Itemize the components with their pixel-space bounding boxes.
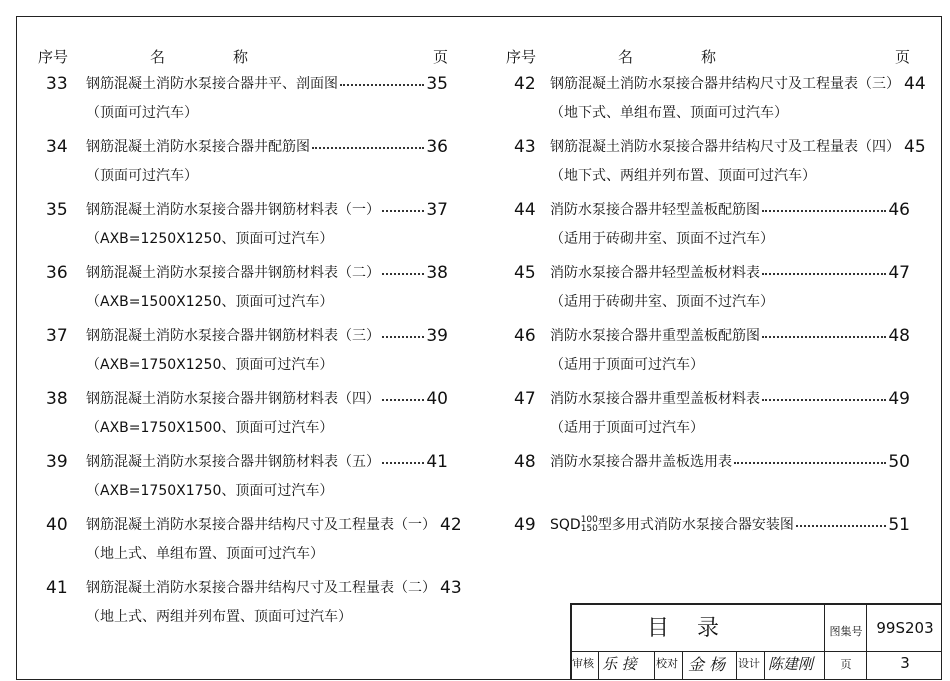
leader-dots <box>762 322 886 338</box>
entry-page: 36 <box>426 137 448 157</box>
entry-subtitle: （地上式、单组布置、顶面可过汽车） <box>86 546 324 562</box>
entry-number: 45 <box>514 263 536 283</box>
leader-dots <box>382 259 424 275</box>
toc-entry <box>506 448 910 511</box>
entry-title-text: 钢筋混凝土消防水泵接合器井结构尺寸及工程量表（一） <box>86 517 436 533</box>
entry-title-line <box>550 196 910 224</box>
entry-number: 33 <box>46 74 68 94</box>
check-signature: 金 杨 <box>688 655 726 674</box>
entry-title-text: 钢筋混凝土消防水泵接合器井配筋图 <box>86 139 310 155</box>
title-block <box>570 603 942 680</box>
entry-title-line <box>86 196 448 224</box>
entry-title-line <box>550 448 910 476</box>
toc-header <box>38 46 448 70</box>
leader-dots <box>796 511 886 527</box>
entry-subtitle: （AXB=1750X1500、顶面可过汽车） <box>86 420 334 436</box>
toc-entry <box>506 70 926 133</box>
leader-dots <box>382 385 424 401</box>
entry-page: 48 <box>888 326 910 346</box>
entry-number: 40 <box>46 515 68 535</box>
entry-page: 51 <box>888 515 910 535</box>
entry-title-text: 钢筋混凝土消防水泵接合器井结构尺寸及工程量表（四） <box>550 139 900 155</box>
entry-title <box>550 322 760 350</box>
entry-title-line <box>86 385 448 413</box>
entry-title <box>86 133 310 161</box>
entry-subtitle: （地下式、两组并列布置、顶面可过汽车） <box>550 168 816 184</box>
entry-title <box>550 511 794 539</box>
entry-title-text: 钢筋混凝土消防水泵接合器井钢筋材料表（四） <box>86 391 380 407</box>
entry-number: 41 <box>46 578 68 598</box>
entry-page: 46 <box>888 200 910 220</box>
atlas-label: 图集号 <box>829 625 863 638</box>
entry-number: 42 <box>514 74 536 94</box>
entry-page: 40 <box>426 389 448 409</box>
header-page: 页 <box>432 48 448 66</box>
entry-subtitle: （适用于砖砌井室、顶面不过汽车） <box>550 294 774 310</box>
toc-entry <box>38 574 462 637</box>
entry-number: 37 <box>46 326 68 346</box>
entry-title-line <box>86 511 462 539</box>
entry-title-text: 钢筋混凝土消防水泵接合器井钢筋材料表（三） <box>86 328 380 344</box>
entry-title-text: 钢筋混凝土消防水泵接合器井钢筋材料表（二） <box>86 265 380 281</box>
entry-subtitle: （顶面可过汽车） <box>86 105 198 121</box>
entry-page: 39 <box>426 326 448 346</box>
entry-title <box>550 385 760 413</box>
leader-dots <box>382 322 424 338</box>
entry-subtitle: （AXB=1250X1250、顶面可过汽车） <box>86 231 334 247</box>
entry-title <box>550 133 900 161</box>
entry-subtitle: （地下式、单组布置、顶面可过汽车） <box>550 105 788 121</box>
entry-title-text: 消防水泵接合器井重型盖板配筋图 <box>550 328 760 344</box>
leader-dots <box>340 70 424 86</box>
entry-title-text: 消防水泵接合器井重型盖板材料表 <box>550 391 760 407</box>
entry-number: 49 <box>514 515 536 535</box>
toc-entry <box>38 70 448 133</box>
entry-title-line <box>550 385 910 413</box>
entry-page: 47 <box>888 263 910 283</box>
entry-title <box>550 70 900 98</box>
entry-title-text: 型多用式消防水泵接合器安装图 <box>597 517 794 533</box>
entry-title-line <box>550 133 926 161</box>
entry-number: 46 <box>514 326 536 346</box>
leader-dots <box>762 259 886 275</box>
leader-dots <box>312 133 424 149</box>
entry-number: 39 <box>46 452 68 472</box>
header-name: 名称 <box>618 48 785 66</box>
toc-entry <box>506 259 910 322</box>
leader-dots <box>762 196 886 212</box>
toc-entry <box>506 322 910 385</box>
entry-subtitle: （顶面可过汽车） <box>86 168 198 184</box>
toc-entry <box>38 133 448 196</box>
entry-subtitle: （AXB=1750X1750、顶面可过汽车） <box>86 483 334 499</box>
toc-entry <box>38 322 448 385</box>
toc-entry <box>38 385 448 448</box>
page-label: 页 <box>840 658 852 671</box>
entry-title <box>550 259 760 287</box>
entry-title <box>550 448 732 476</box>
entry-title-line <box>86 259 448 287</box>
entry-title-line <box>86 322 448 350</box>
entry-title-line <box>86 70 448 98</box>
entry-page: 38 <box>426 263 448 283</box>
entry-page: 41 <box>426 452 448 472</box>
entry-number: 44 <box>514 200 536 220</box>
atlas-number: 99S203 <box>876 619 934 637</box>
fraction-top: 100 <box>580 515 598 525</box>
entry-page: 44 <box>904 74 926 94</box>
toc-entry <box>38 448 448 511</box>
entry-title <box>86 448 380 476</box>
entry-number: 48 <box>514 452 536 472</box>
leader-dots <box>382 196 424 212</box>
entry-title-text: 钢筋混凝土消防水泵接合器井结构尺寸及工程量表（三） <box>550 76 900 92</box>
entry-title <box>86 259 380 287</box>
entry-title <box>86 70 338 98</box>
toc-entry <box>506 385 910 448</box>
entry-title-line <box>86 448 448 476</box>
toc-entry <box>506 196 910 259</box>
entry-title-line <box>86 133 448 161</box>
toc-header <box>506 46 910 70</box>
review-label: 审核 <box>572 657 594 670</box>
entry-title-line <box>550 511 910 539</box>
check-label: 校对 <box>656 657 678 670</box>
header-name: 名称 <box>150 48 317 66</box>
entry-subtitle: （适用于砖砌井室、顶面不过汽车） <box>550 231 774 247</box>
entry-subtitle: （适用于顶面可过汽车） <box>550 420 704 436</box>
leader-dots <box>762 385 886 401</box>
toc-entry <box>506 133 926 196</box>
entry-title-text: 钢筋混凝土消防水泵接合器井钢筋材料表（五） <box>86 454 380 470</box>
entry-title-text: 消防水泵接合器井盖板选用表 <box>550 454 732 470</box>
entry-title-text: 钢筋混凝土消防水泵接合器井平、剖面图 <box>86 76 338 92</box>
header-seq: 序号 <box>506 48 537 66</box>
entry-page: 45 <box>904 137 926 157</box>
title-block-title: 目录 <box>646 616 747 641</box>
entry-number: 47 <box>514 389 536 409</box>
fraction-bottom: 150 <box>580 524 598 534</box>
entry-number: 38 <box>46 389 68 409</box>
entry-title-text: 钢筋混凝土消防水泵接合器井结构尺寸及工程量表（二） <box>86 580 436 596</box>
entry-title-text: 钢筋混凝土消防水泵接合器井钢筋材料表（一） <box>86 202 380 218</box>
entry-number: 34 <box>46 137 68 157</box>
toc-left-column <box>38 46 462 637</box>
entry-page: 49 <box>888 389 910 409</box>
entry-title-line <box>86 574 462 602</box>
entry-title <box>86 574 436 602</box>
entry-subtitle: （AXB=1500X1250、顶面可过汽车） <box>86 294 334 310</box>
entry-title-line <box>550 70 926 98</box>
entry-page: 43 <box>440 578 462 598</box>
entry-subtitle: （适用于顶面可过汽车） <box>550 357 704 373</box>
entry-page: 50 <box>888 452 910 472</box>
entry-title <box>86 322 380 350</box>
entry-fraction <box>581 516 598 534</box>
toc-entry <box>38 259 448 322</box>
review-signature: 乐 接 <box>602 655 637 673</box>
toc-right-column <box>506 46 926 574</box>
entry-title-text: 消防水泵接合器井轻型盖板材料表 <box>550 265 760 281</box>
toc-entry <box>38 511 462 574</box>
entry-title <box>86 385 380 413</box>
entry-subtitle: （AXB=1750X1250、顶面可过汽车） <box>86 357 334 373</box>
leader-dots <box>734 448 886 464</box>
entry-title <box>86 196 380 224</box>
design-label: 设计 <box>738 657 760 670</box>
entry-title-text: 消防水泵接合器井轻型盖板配筋图 <box>550 202 760 218</box>
entry-title <box>86 511 436 539</box>
entry-prefix: SQD <box>550 517 581 533</box>
page-number: 3 <box>900 654 910 672</box>
toc-entry <box>506 511 910 574</box>
design-signature: 陈建刚 <box>768 655 814 673</box>
entry-number: 36 <box>46 263 68 283</box>
entry-title-line <box>550 322 910 350</box>
leader-dots <box>382 448 424 464</box>
entry-page: 42 <box>440 515 462 535</box>
entry-title <box>550 196 760 224</box>
header-seq: 序号 <box>38 48 69 66</box>
entry-page: 37 <box>426 200 448 220</box>
entry-number: 43 <box>514 137 536 157</box>
entry-number: 35 <box>46 200 68 220</box>
entry-page: 35 <box>426 74 448 94</box>
header-page: 页 <box>894 48 910 66</box>
entry-title-line <box>550 259 910 287</box>
entry-subtitle: （地上式、两组并列布置、顶面可过汽车） <box>86 609 352 625</box>
toc-entry <box>38 196 448 259</box>
